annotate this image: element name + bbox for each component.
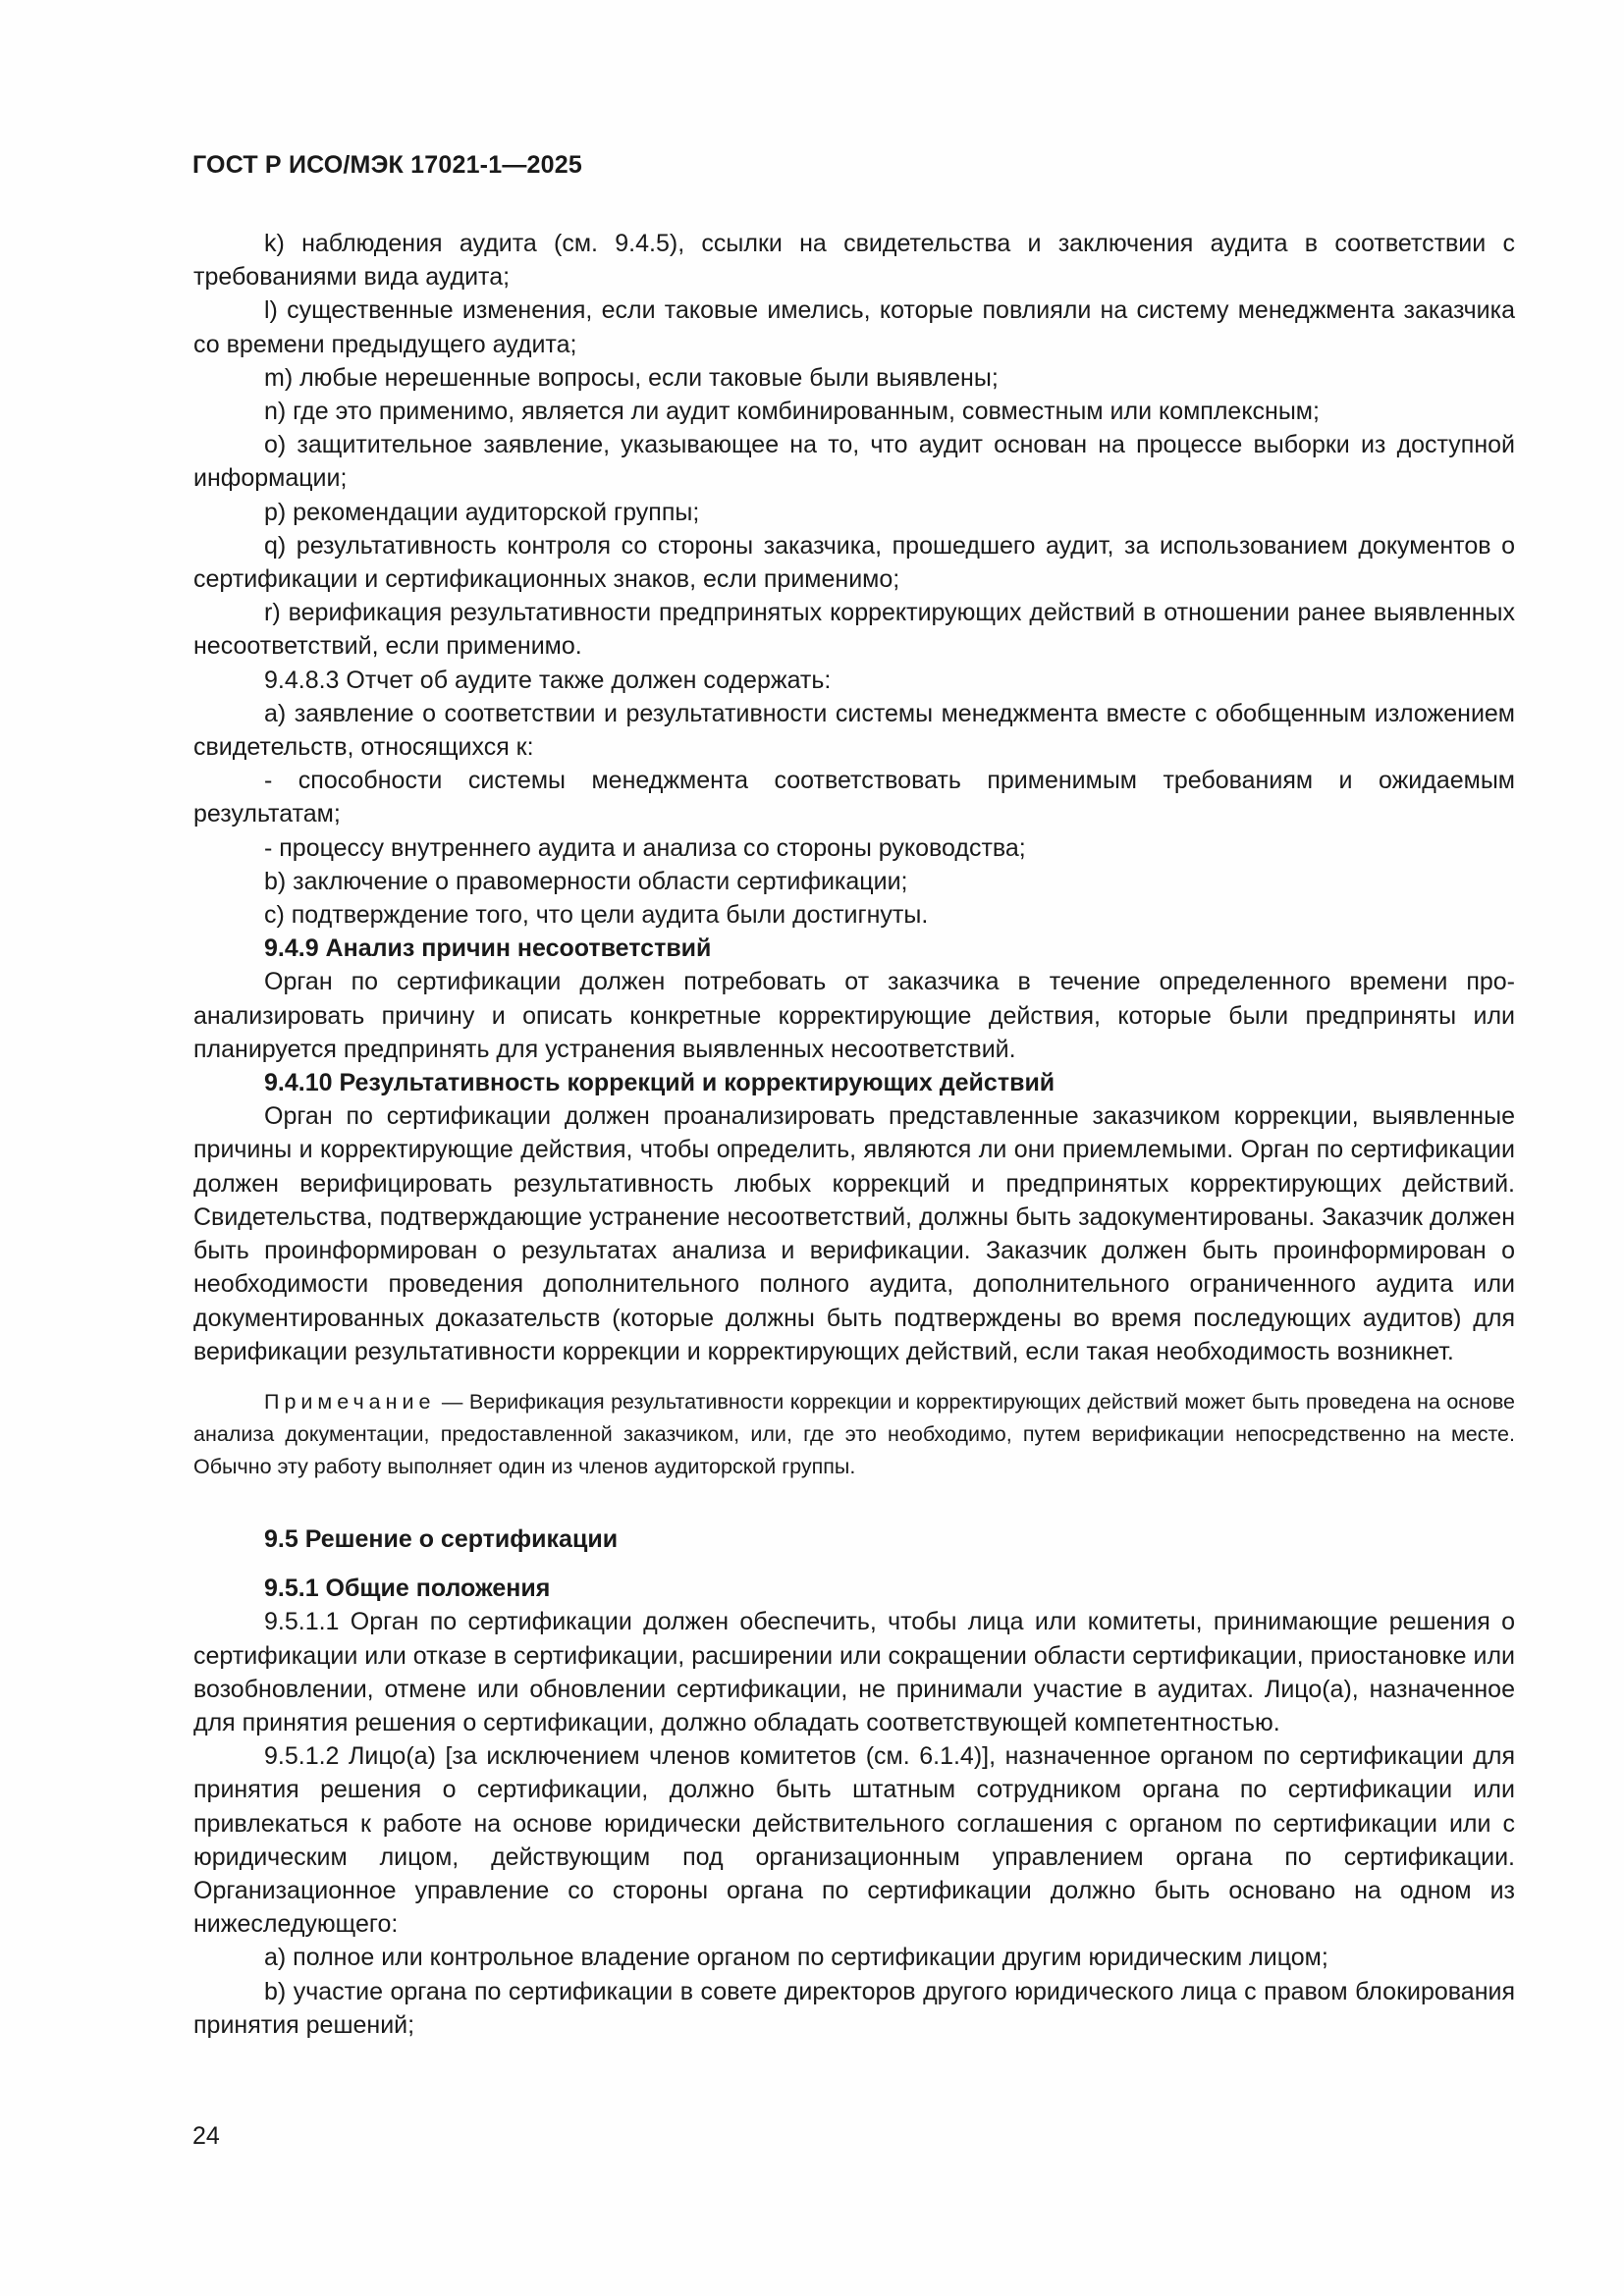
page-number: 24: [192, 2122, 220, 2150]
heading-9-5: 9.5 Решение о сертификации: [264, 1524, 619, 1553]
list-item-r: r) верификация результативности предпринятых корректирующих действий в отношении ранее выявленных несоответствий, если применимо.: [193, 599, 1515, 661]
dash-item-capability: - способности системы менеджмента соответствовать применимым требованиям и ожидаемым результатам;: [193, 767, 1515, 828]
clause-9-4-8-3: 9.4.8.3 Отчет об аудите также должен содержать:: [264, 666, 832, 694]
list-item-n: n) где это применимо, является ли аудит комбинированным, совместным или комплексным;: [264, 398, 1320, 426]
list-item-b: b) заключение о правомерности области сертификации;: [264, 867, 908, 895]
heading-9-5-1: 9.5.1 Общие положения: [264, 1575, 551, 1603]
clause-9-5-1-1: 9.5.1.1 Орган по сертификации должен обеспечить, чтобы лица или комитеты, принимающие решения о сертификации или отказе в сертификации, расширении или сокращении области сертификации, приостановке или возобновлении, отмене или обновлении сертификации, не принимали участие в аудитах. Лицо(а), назначенное для принятия решения о сертификации, должно обладать соответствующей компетентностью.: [193, 1608, 1515, 1736]
paragraph-9-4-9: Орган по сертификации должен потребовать от заказчика в течение определенного времени проанализировать причину и описать конкретные корректирующие действия, которые были предприняты или планируется предпринять для устранения выявленных несоответствий.: [193, 968, 1515, 1063]
heading-9-4-10: 9.4.10 Результативность коррекций и корректирующих действий: [264, 1069, 1056, 1097]
standard-number-header: ГОСТ Р ИСО/МЭК 17021-1—2025: [192, 151, 582, 179]
list-item-l: l) существенные изменения, если таковые имелись, которые повлияли на систему менеджмента заказчика со времени предыдущего аудита;: [193, 296, 1515, 358]
list-item-q: q) результативность контроля со стороны заказчика, прошедшего аудит, за использованием документов о сертификации и сертификационных знаков, если применимо;: [193, 531, 1515, 594]
paragraph-9-4-10: Орган по сертификации должен проанализировать представленные заказчиком коррекции, выявленные причины и корректирующие действия, чтобы определить, являются ли они приемлемыми. Орган по сертификации должен верифицировать результативность любых коррекций и предпринятых корректирующих действий. Свидетельства, подтверждающие устранение несоответствий, должны быть задокументированы. Заказчик должен быть проинформирован о результатах анализа и верификации. Заказчик должен быть проинформирован о необходимости проведения дополнительного полного аудита, дополнительного ограниченного аудита или документированных доказательств (которые должны быть подтверждены во время последующих аудитов) для верификации результативности коррекции и корректирующих действий, если такая необходимость возникнет.: [193, 1102, 1515, 1365]
note-text: — Верификация результативности коррекции и корректирующих действий может быть проведена на основе анализа документации, предоставленной заказчиком, или, где это необходимо, путем верификации непосредственно на месте. Обычно эту работу выполняет один из членов аудиторской группы.: [193, 1389, 1515, 1478]
note: [193, 1386, 1515, 1483]
list-item-p: p) рекомендации аудиторской группы;: [264, 498, 700, 526]
heading-9-4-9: 9.4.9 Анализ причин несоответствий: [264, 934, 712, 963]
list-item-a-ownership: a) полное или контрольное владение органом по сертификации другим юридическим лицом;: [264, 1944, 1328, 1972]
list-item-c: c) подтверждение того, что цели аудита были достигнуты.: [264, 901, 929, 930]
list-item-b-board: b) участие органа по сертификации в совете директоров другого юридического лица с правом блокирования принятия решений;: [193, 1977, 1515, 2039]
list-item-k: k) наблюдения аудита (см. 9.4.5), ссылки на свидетельства и заключения аудита в соответствии с требованиями вида аудита;: [193, 230, 1515, 292]
note-label: Примечание: [264, 1389, 436, 1414]
list-item-o: o) защитительное заявление, указывающее на то, что аудит основан на процессе выборки из доступной информации;: [193, 431, 1515, 493]
list-item-m: m) любые нерешенные вопросы, если таковые были выявлены;: [264, 363, 999, 392]
document-body: [193, 227, 1515, 2042]
dash-item-internal-audit: - процессу внутреннего аудита и анализа со стороны руководства;: [264, 833, 1026, 862]
list-item-a: a) заявление о соответствии и результативности системы менеджмента вместе с обобщенным изложением свидетельств, относящихся к:: [193, 699, 1515, 762]
clause-9-5-1-2: 9.5.1.2 Лицо(а) [за исключением членов комитетов (см. 6.1.4)], назначенное органом по сертификации для принятия решения о сертификации, должно быть штатным сотрудником органа по сертификации или привлекаться к работе на основе юридически действительного соглашения с органом по сертификации или с юридическим лицом, действующим под организационным управлением органа по сертификации. Организационное управление со стороны органа по сертификации должно быть основано на одном из нижеследующего:: [193, 1742, 1515, 1939]
